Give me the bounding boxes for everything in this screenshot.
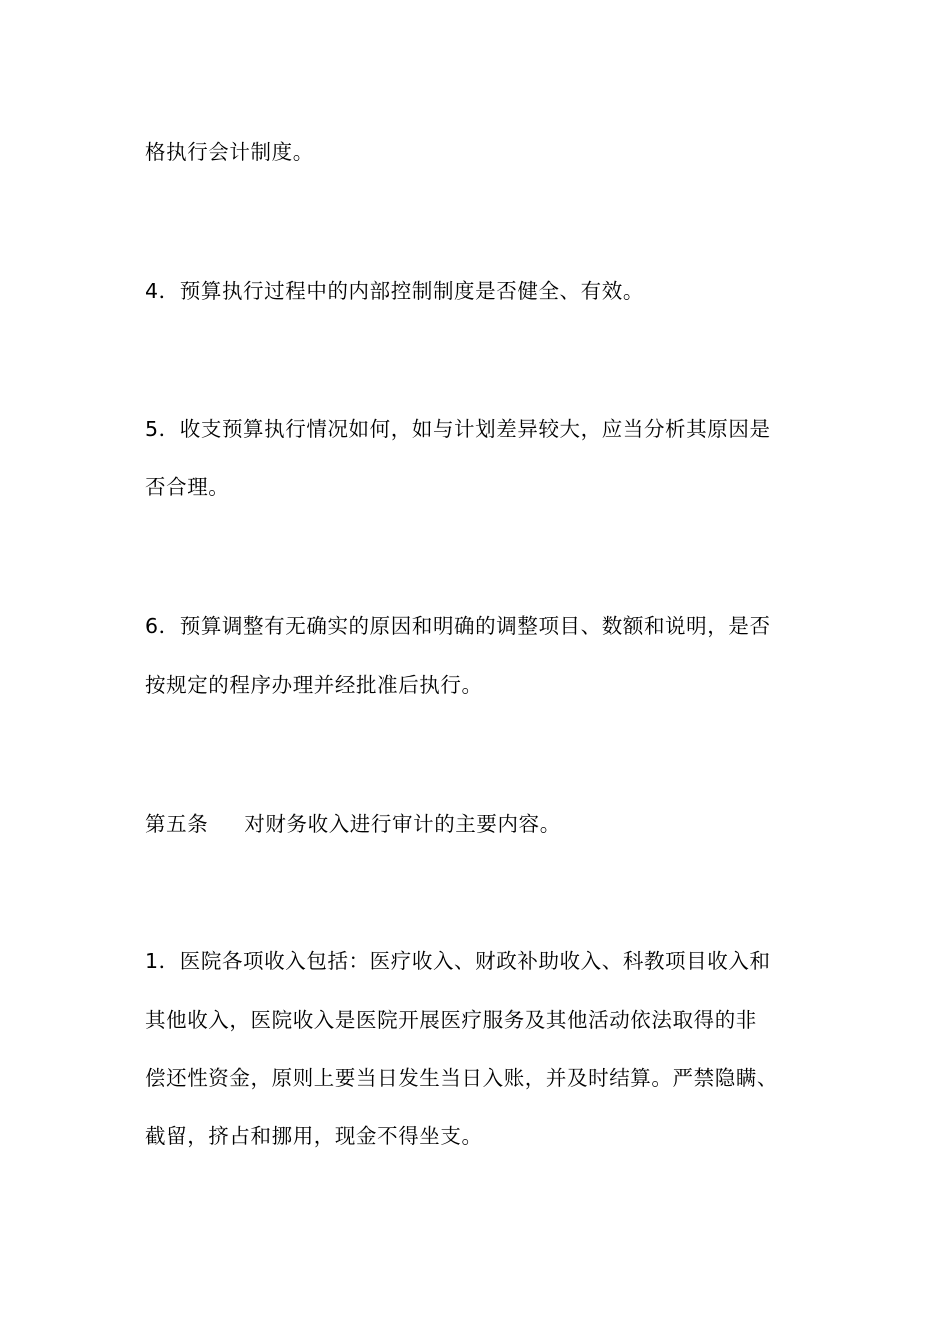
paragraph-line: 否合理。 — [145, 475, 230, 499]
paragraph-line: 4．预算执行过程中的内部控制制度是否健全、有效。 — [145, 279, 644, 303]
article-heading — [145, 809, 561, 839]
paragraph-line: 6．预算调整有无确实的原因和明确的调整项目、数额和说明，是否 — [145, 614, 771, 638]
paragraph-line: 按规定的程序办理并经批准后执行。 — [145, 673, 483, 697]
paragraph-line: 5．收支预算执行情况如何，如与计划差异较大，应当分析其原因是 — [145, 417, 771, 441]
paragraph-line: 格执行会计制度。 — [145, 140, 314, 164]
paragraph-line: 其他收入，医院收入是医院开展医疗服务及其他活动依法取得的非 — [145, 1008, 757, 1032]
paragraph-line: 偿还性资金，原则上要当日发生当日入账，并及时结算。严禁隐瞒、 — [145, 1066, 778, 1090]
paragraph-line: 1．医院各项收入包括：医疗收入、财政补助收入、科教项目收入和 — [145, 949, 771, 973]
article-title: 对财务收入进行审计的主要内容。 — [244, 812, 561, 836]
article-number: 第五条 — [145, 812, 209, 836]
paragraph-line: 截留，挤占和挪用，现金不得坐支。 — [145, 1124, 483, 1148]
